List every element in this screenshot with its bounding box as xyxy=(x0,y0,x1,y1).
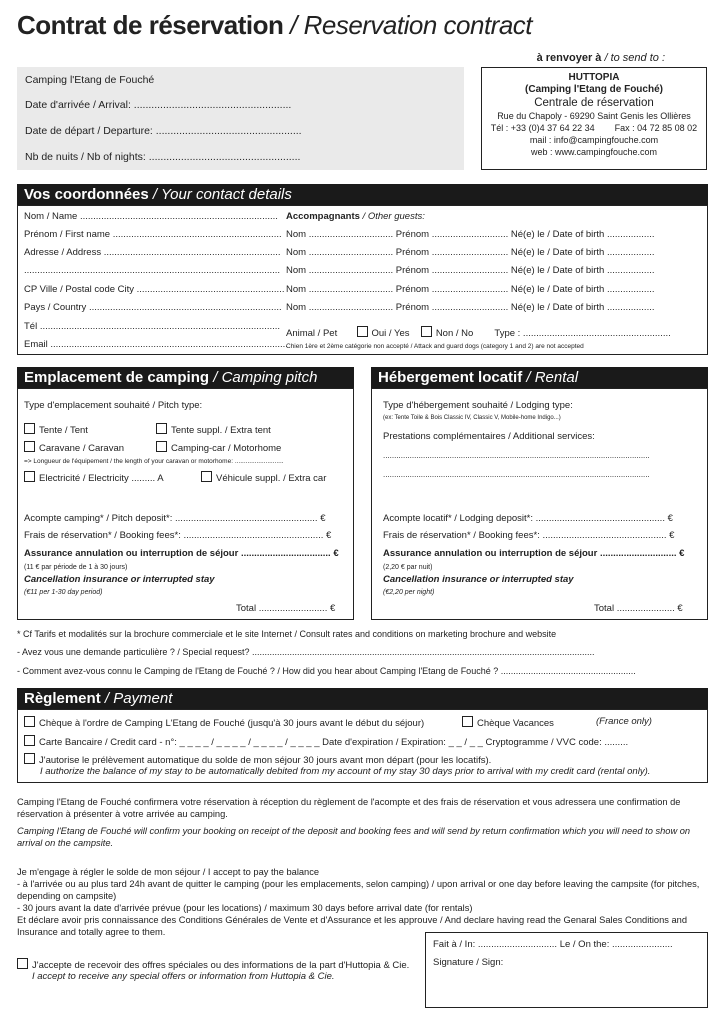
guests-label-fr: Accompagnants xyxy=(286,211,360,222)
vacances-label: Chèque Vacances xyxy=(477,718,554,729)
pitch-booking-fee[interactable]: Frais de réservation* / Booking fees*: ..................................................... € xyxy=(24,530,332,541)
field-postal-city[interactable]: CP Ville / Postal code City ........................................................ xyxy=(24,284,285,295)
heard-about[interactable]: - Comment avez-vous connu le Camping de l'Etang de Fouché ? / How did you hear about Camping l'Etang de Fouché ? ...................................................... xyxy=(17,666,636,676)
rental-total[interactable] xyxy=(594,603,683,615)
offers-checkbox[interactable] xyxy=(17,958,28,969)
electricity-label: Electricité / Electricity ......... A xyxy=(39,473,164,484)
motorhome-option[interactable] xyxy=(156,441,281,455)
pet-no-checkbox[interactable] xyxy=(421,326,432,337)
field-address[interactable]: Adresse / Address ................................................................... xyxy=(24,247,281,258)
payment-heading-sub: / Payment xyxy=(100,690,173,707)
rental-insurance[interactable]: Assurance annulation ou interruption de séjour ............................. € xyxy=(383,548,685,559)
pet-no-label: Non / No xyxy=(435,328,474,339)
send-to-fr: à renvoyer à xyxy=(536,52,602,64)
extra-tent-option[interactable] xyxy=(156,423,271,437)
address-phone: Tél : +33 (0)4 37 64 22 34 Fax : 04 72 85 08 02 xyxy=(490,123,698,133)
caravan-label: Caravane / Caravan xyxy=(39,443,125,454)
motorhome-label: Camping-car / Motorhome xyxy=(171,443,282,454)
special-request[interactable]: - Avez vous une demande particulière ? / Special request? ......................................................................................................................................... xyxy=(17,647,595,657)
pitch-insurance-price-en: (€11 per 1-30 day period) xyxy=(24,589,103,596)
pitch-deposit[interactable]: Acompte camping* / Pitch deposit*: ...................................................... € xyxy=(24,513,326,524)
field-phone[interactable]: Tél ........................................................................................... xyxy=(24,321,281,332)
motorhome-checkbox[interactable] xyxy=(156,441,167,452)
extra-vehicle-option[interactable] xyxy=(201,471,326,485)
field-country[interactable]: Pays / Country ......................................................................... xyxy=(24,302,282,313)
contact-heading-sub: / Your contact details xyxy=(148,186,292,203)
pet-yes-checkbox[interactable] xyxy=(357,326,368,337)
extra-vehicle-label: Véhicule suppl. / Extra car xyxy=(216,473,327,484)
auto-debit-en: I authorize the balance of my stay to be automatically debited from my account of my stay 30 days prior to arrival with my credit card (rental only). xyxy=(40,766,651,777)
field-email[interactable]: Email .......................................................................................... xyxy=(24,339,288,350)
title-sub: / Reservation contract xyxy=(283,10,533,40)
dogs-note: Chien 1ère et 2ème catégorie non accepté / Attack and guard dogs (category 1 and 2) are not accepted xyxy=(286,343,584,350)
contact-heading-main: Vos coordonnées xyxy=(24,186,149,203)
caravan-option[interactable] xyxy=(24,441,124,455)
made-at-field[interactable]: Fait à / In: .............................. Le / On the: ....................... xyxy=(433,939,673,950)
cheque-checkbox[interactable] xyxy=(24,716,35,727)
field-address-2[interactable]: ................................................................................................. xyxy=(24,265,281,276)
guest-row[interactable]: Nom ................................ Prénom ............................. Né(e) le / Date of birth .................. xyxy=(286,247,655,258)
guest-row[interactable]: Nom ................................ Prénom ............................. Né(e) le / Date of birth .................. xyxy=(286,284,655,295)
rental-booking-fee[interactable]: Frais de réservation* / Booking fees*: ............................................... € xyxy=(383,530,675,541)
pitch-type-label: Type d'emplacement souhaité / Pitch type: xyxy=(24,400,203,411)
confirm-en: Camping l'Etang de Fouché will confirm your booking on receipt of the deposit and booking fees and will send by return confirmation which you will need to show on arrival on the campsite. xyxy=(17,826,691,848)
pitch-total[interactable] xyxy=(236,603,335,615)
stay-fields xyxy=(17,67,464,170)
rental-total-text: Total ...................... € xyxy=(594,603,683,614)
cheque-option[interactable] xyxy=(24,716,424,730)
card-checkbox[interactable] xyxy=(24,735,35,746)
rental-type-label[interactable]: Type d'hébergement souhaité / Lodging type: xyxy=(383,400,573,411)
tariffs-note: * Cf Tarifs et modalités sur la brochure commerciale et le site Internet / Consult rates and conditions on marketing brochure and website xyxy=(17,629,557,639)
card-label: Carte Bancaire / Credit card - n°: _ _ _ _ / _ _ _ _ / _ _ _ _ / _ _ _ _ Date d'expiration / Expiration: _ _ / _ _ Cryptogramme / VVC code: ......... xyxy=(39,737,629,748)
signature-box xyxy=(425,932,708,1008)
address-central: Centrale de réservation xyxy=(534,97,654,109)
tent-checkbox[interactable] xyxy=(24,423,35,434)
rental-type-example: (ex: Tente Toile & Bois Classic IV, Classic V, Mobile-home Indigo...) xyxy=(383,415,561,421)
france-only: (France only) xyxy=(596,716,652,727)
address-camp: (Camping l'Etang de Fouché) xyxy=(525,84,663,95)
pitch-insurance[interactable]: Assurance annulation ou interruption de séjour .................................. € xyxy=(24,548,339,559)
guest-row[interactable]: Nom ................................ Prénom ............................. Né(e) le / Date of birth .................. xyxy=(286,302,655,313)
camping-name: Camping l'Etang de Fouché xyxy=(25,74,155,86)
additional-line[interactable]: ........................................................................................................................ xyxy=(383,451,650,460)
pitch-heading xyxy=(17,367,354,389)
engage-block xyxy=(17,866,709,938)
payment-heading-main: Règlement xyxy=(24,690,101,707)
engage-line-3: Et déclare avoir pris connaissance des Conditions Générales de Vente et d'Assurance et les approuve / And declare having read the Genaral Sales Conditions and Insurance and totally agree to them. xyxy=(17,915,688,937)
engage-line: Je m'engage à régler le solde de mon séjour / I accept to pay the balance xyxy=(17,867,320,877)
tent-option[interactable] xyxy=(24,423,88,437)
auto-debit-option[interactable] xyxy=(24,753,491,767)
offers-label: J'accepte de recevoir des offres spéciales ou des informations de la part d'Huttopia & Cie. xyxy=(32,960,410,971)
address-street: Rue du Chapoly - 69290 Saint Genis les Ollières xyxy=(497,111,691,121)
length-note[interactable]: => Longueur de l'équipement / the length of your caravan or motorhome: ........................... xyxy=(24,458,284,465)
pet-row xyxy=(286,326,671,340)
offers-option[interactable] xyxy=(17,958,409,972)
rental-heading-sub: / Rental xyxy=(522,369,579,386)
extra-vehicle-checkbox[interactable] xyxy=(201,471,212,482)
address-box xyxy=(481,67,707,170)
guest-row[interactable]: Nom ................................ Prénom ............................. Né(e) le / Date of birth .................. xyxy=(286,265,655,276)
signature-field[interactable]: Signature / Sign: xyxy=(433,957,504,968)
rental-heading-main: Hébergement locatif xyxy=(378,369,523,386)
departure-field[interactable]: Date de départ / Departure: .................................................. xyxy=(25,125,302,137)
pitch-insurance-price: (11 € par période de 1 à 30 jours) xyxy=(24,564,128,571)
confirm-fr: Camping l'Etang de Fouché confirmera votre réservation à réception du règlement de l'acompte et des frais de réservation et vous adressera une confirmation de réservation à présenter à votre arrivée au camping. xyxy=(17,797,681,819)
send-to-en: / to send to : xyxy=(601,52,665,64)
tent-label: Tente / Tent xyxy=(39,425,88,436)
guest-row[interactable]: Nom ................................ Prénom ............................. Né(e) le / Date of birth .................. xyxy=(286,229,655,240)
pitch-total-text: Total .......................... € xyxy=(236,603,336,614)
rental-heading xyxy=(371,367,708,389)
guests-label-en: / Other guests: xyxy=(359,211,425,222)
guests-label xyxy=(286,211,425,223)
rental-insurance-price: (2,20 € par nuit) xyxy=(383,564,433,571)
cheque-label: Chèque à l'ordre de Camping L'Etang de Fouché (jusqu'à 30 jours avant le début du séjour) xyxy=(39,718,425,729)
additional-label[interactable]: Prestations complémentaires / Additional services: xyxy=(383,431,595,442)
electricity-checkbox[interactable] xyxy=(24,471,35,482)
pet-yes-label: Oui / Yes xyxy=(371,328,410,339)
auto-debit-checkbox[interactable] xyxy=(24,753,35,764)
offers-en: I accept to receive any special offers or information from Huttopia & Cie. xyxy=(32,971,335,982)
send-to xyxy=(537,52,665,64)
address-org: HUTTOPIA xyxy=(568,72,620,83)
rental-deposit[interactable]: Acompte locatif* / Lodging deposit*: ................................................. € xyxy=(383,513,673,524)
vacances-option[interactable] xyxy=(462,716,554,730)
contact-heading xyxy=(17,184,708,206)
rental-insurance-en: Cancellation insurance or interrupted stay xyxy=(383,574,574,585)
payment-heading xyxy=(17,688,708,710)
electricity-option[interactable] xyxy=(24,471,164,485)
field-name[interactable]: Nom / Name ........................................................................... xyxy=(24,211,278,222)
engage-line-2: - 30 jours avant la date d'arrivée prévue (pour les locations) / maximum 30 days before arrival date (for rentals) xyxy=(17,903,473,913)
address-mail: mail : info@campingfouche.com xyxy=(529,135,659,145)
extra-tent-label: Tente suppl. / Extra tent xyxy=(171,425,271,436)
pitch-insurance-en: Cancellation insurance or interrupted stay xyxy=(24,574,215,585)
page-title xyxy=(17,10,532,40)
vacances-checkbox[interactable] xyxy=(462,716,473,727)
pitch-heading-main: Emplacement de camping xyxy=(24,369,210,386)
pitch-heading-sub: / Camping pitch xyxy=(209,369,318,386)
arrival-field[interactable]: Date d'arrivée / Arrival: ...................................................... xyxy=(25,99,292,111)
auto-debit-label: J'autorise le prélèvement automatique du solde de mon séjour 30 jours avant mon départ (pour les locatifs). xyxy=(39,755,492,766)
caravan-checkbox[interactable] xyxy=(24,441,35,452)
additional-line[interactable]: ........................................................................................................................ xyxy=(383,470,650,479)
nights-field[interactable]: Nb de nuits / Nb of nights: .................................................... xyxy=(25,151,301,163)
extra-tent-checkbox[interactable] xyxy=(156,423,167,434)
address-web: web : www.campingfouche.com xyxy=(530,147,658,157)
rental-insurance-price-en: (€2,20 per night) xyxy=(383,589,435,596)
pet-label: Animal / Pet xyxy=(286,328,338,339)
engage-line-1: - à l'arrivée ou au plus tard 24h avant de quitter le camping (pour les emplacements, selon camping) / upon arrival or one day before leaving the campsite (for pitches, depending on campsite) xyxy=(17,879,700,901)
card-option[interactable] xyxy=(24,735,628,749)
field-first-name[interactable]: Prénom / First name ................................................................ xyxy=(24,229,282,240)
title-main: Contrat de réservation xyxy=(17,10,284,40)
pet-type-field[interactable]: Type : ........................................................ xyxy=(494,328,671,339)
